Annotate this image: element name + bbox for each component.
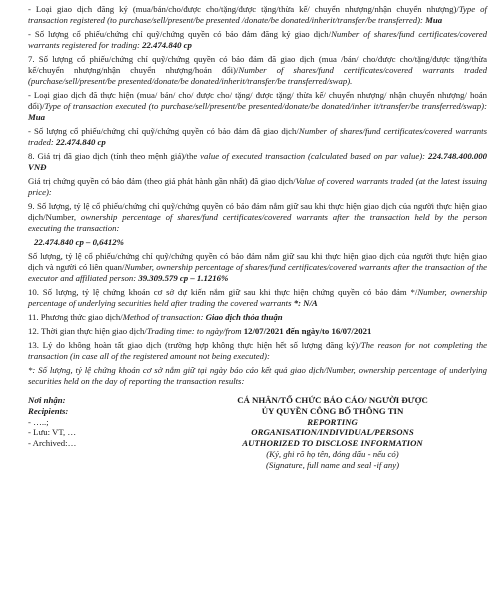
executed-qty-vi: - Số lượng cổ phiếu/chứng chỉ quỹ/chứng quyền có bảo đảm đã giao dịch/	[28, 125, 299, 136]
executed-type-en: Type of transaction executed (to purchase/sell/present/be presented/donate/be donated/inher it/transfer/be transferred/swap):	[44, 100, 487, 111]
item-7	[28, 54, 487, 87]
item-12	[28, 326, 487, 337]
executed-type-vi: - Loại giao dịch đã thực hiện (mua/ bán/ cho/ được cho/ tặng/ được tặng/ thừa kế/ chuyển nhượng/ nhận chuyển nhượng/ hoán đổi)/	[28, 89, 487, 111]
item-12-to-label: đến ngày/to	[285, 325, 330, 336]
signature-note-vi: (Ký, ghi rõ họ tên, đóng dấu - nếu có)	[266, 449, 399, 460]
item-13-vi: 13. Lý do không hoàn tất giao dịch (trường hợp không thực hiện hết số lượng đăng ký)/	[28, 339, 361, 350]
item-8	[28, 151, 487, 173]
item-10-value: *: N/A	[293, 297, 318, 308]
item-8-vi: 8. Giá trị đã giao dịch (tính theo mệnh giá)/the	[28, 150, 198, 161]
item-9-vi: 9. Số lượng, tỷ lệ cổ phiếu/chứng chỉ quỹ/chứng quyền có bảo đảm nắm giữ sau khi thực hiện giao dịch của người thực hiện giao dịch/Number,	[28, 200, 487, 222]
item-10-en: Number, ownership percentage of underlying securities held after trading the covered warrants	[28, 286, 487, 308]
executed-qty-value: 22.474.840 cp	[55, 136, 106, 147]
registered-qty-value: 22.474.840 cp	[142, 39, 192, 50]
footnote	[28, 365, 487, 387]
registered-type-value: Mua	[425, 14, 443, 25]
item-8-value: 224.748.400.000 VNĐ	[28, 150, 487, 172]
covered-warrant-value	[28, 176, 487, 198]
related-holding-en: Number, ownership percentage of shares/fund certificates/covered warrants after the transaction of the executor and affiliated person:	[28, 261, 487, 283]
item-13-en: The reason for not completing the transaction (in case all of the registered amount not being executed):	[28, 339, 487, 361]
item-7-vi: 7. Số lượng cổ phiếu/chứng chỉ quỹ/chứng quyền có bảo đảm đã giao dịch (mua /bán/ cho/được cho/tặng/được tặng/thừa kế/chuyển nhượng/nhận chuyển nhượng/hoán đổi)/	[28, 54, 487, 75]
item-9-value-line	[28, 237, 487, 248]
recipient-line: - …..;	[28, 416, 49, 427]
item-9-en: ownership percentage of shares/fund certificates/covered warrants after the transaction held by the person executing the transaction:	[28, 211, 488, 233]
registered-type-en: Type of transaction registered (to purchase/sell/present/be presented /donate/be donated/inherit/transfer/be transferred):	[28, 4, 487, 25]
recipients	[28, 395, 178, 471]
executed-qty-en: Number of shares/fund certificates/covered warrants traded:	[28, 125, 487, 147]
executed-type-value: Mua	[28, 111, 46, 122]
registered-transaction-type	[28, 4, 487, 26]
item-9	[28, 201, 487, 234]
item-11-value: Giao dịch thỏa thuận	[205, 311, 283, 322]
signature-note-en: (Signature, full name and seal -if any)	[265, 460, 400, 471]
item-10-vi: 10. Số lượng, tỷ lệ chứng khoán cơ sở dự kiến nắm giữ sau khi thực hiện chứng quyền có bảo đảm */	[28, 286, 418, 297]
executed-quantity	[28, 126, 487, 148]
registered-qty-vi: - Số lượng cổ phiếu/chứng chỉ quỹ/chứng quyền có bảo đảm đăng ký giao dịch/	[28, 29, 332, 39]
warrant-value-en: Value of covered warrants traded (at the latest issuing price):	[28, 175, 487, 197]
signature-title-vi: ỦY QUYỀN CÔNG BỐ THÔNG TIN	[261, 405, 404, 416]
warrant-value-vi: Giá trị chứng quyền có bảo đảm (theo giá phát hành gần nhất) đã giao dịch/	[28, 175, 296, 186]
item-10	[28, 287, 487, 309]
item-8-en: value of executed transaction (calculated based on par value):	[200, 150, 426, 161]
signature-title-en: REPORTING	[307, 416, 358, 427]
item-7-en: Number of shares/fund certificates/covered warrants traded (purchase/sell/present/be presented/donate/be donated/inherit/transfer/be transferred/swap).	[28, 64, 488, 86]
registered-qty-en: Number of shares/fund certificates/covered warrants registered for trading:	[28, 29, 487, 50]
item-11	[28, 312, 487, 323]
executed-transaction-type	[28, 90, 487, 123]
registered-type-vi: - Loại giao dịch đăng ký (mua/bán/cho/được cho/tặng/được tặng/thừa kế/ chuyển nhượng/nhận chuyển nhượng)/	[28, 4, 459, 14]
recipient-line: - Lưu: VT, …	[28, 427, 77, 438]
recipients-en: Recipients:	[28, 405, 69, 416]
signature-block	[28, 395, 487, 471]
signature-title-en: ORGANISATION/INDIVIDUAL/PERSONS	[251, 427, 414, 438]
item-11-vi: 11. Phương thức giao dịch/	[28, 311, 123, 322]
related-holding-vi: Số lượng, tỷ lệ cổ phiếu/chứng chỉ quỹ/chứng quyền có bảo đảm nắm giữ sau khi thực hiện giao dịch của người thực hiện giao dịch và người có liên quan/	[28, 250, 487, 272]
footnote-text: *: Số lượng, tỷ lệ chứng khoán cơ sở nắm giữ tại ngày báo cáo kết quả giao dịch/Number, ownership percentage of underlying securities held on the day of reporting the transaction results:	[28, 364, 487, 386]
item-9-value: 22.474.840 cp – 0,6412%	[34, 236, 124, 247]
reporter-signature	[178, 395, 487, 471]
registered-quantity	[28, 29, 487, 51]
related-holding-value: 39.309.579 cp – 1.1216%	[138, 272, 229, 283]
recipients-vi: Nơi nhận:	[28, 394, 66, 405]
item-13	[28, 340, 487, 362]
item-12-from-date: 12/07/2021	[243, 325, 284, 336]
item-12-to-date: 16/07/2021	[331, 325, 372, 336]
item-12-vi: 12. Thời gian thực hiện giao dịch/	[28, 325, 147, 336]
recipient-line: - Archived:…	[28, 438, 77, 449]
item-11-en: Method of transaction:	[122, 311, 204, 322]
related-holding	[28, 251, 487, 284]
signature-title-en: AUTHORIZED TO DISCLOSE INFORMATION	[242, 438, 423, 449]
signature-title-vi: CÁ NHÂN/TỔ CHỨC BÁO CÁO/ NGƯỜI ĐƯỢC	[237, 394, 428, 405]
item-12-en: Trading time: to ngày/from	[146, 325, 242, 336]
